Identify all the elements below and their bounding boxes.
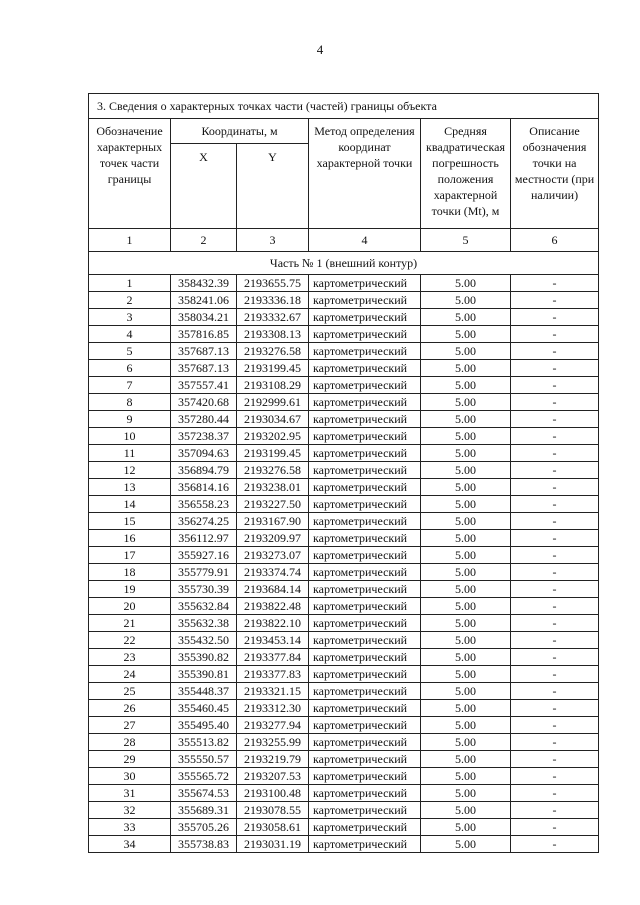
- points-body: [89, 275, 599, 853]
- description-cell: -: [511, 428, 599, 445]
- error-cell: 5.00: [421, 717, 511, 734]
- coord-x: 357687.13: [171, 360, 237, 377]
- error-cell: 5.00: [421, 819, 511, 836]
- header-error: Средняя квадратическая погрешность положения характерной точки (Mt), м: [421, 119, 511, 229]
- point-number: 21: [89, 615, 171, 632]
- error-cell: 5.00: [421, 802, 511, 819]
- error-cell: 5.00: [421, 581, 511, 598]
- description-cell: -: [511, 717, 599, 734]
- point-number: 29: [89, 751, 171, 768]
- coord-x: 355460.45: [171, 700, 237, 717]
- description-cell: -: [511, 802, 599, 819]
- table-row: [89, 666, 599, 683]
- table-row: [89, 785, 599, 802]
- table-row: [89, 479, 599, 496]
- description-cell: -: [511, 326, 599, 343]
- error-cell: 5.00: [421, 768, 511, 785]
- table-row: [89, 292, 599, 309]
- table-row: [89, 734, 599, 751]
- table-row: [89, 496, 599, 513]
- coord-y: 2193219.79: [237, 751, 309, 768]
- description-cell: -: [511, 479, 599, 496]
- error-cell: 5.00: [421, 326, 511, 343]
- error-cell: 5.00: [421, 428, 511, 445]
- coord-x: 357557.41: [171, 377, 237, 394]
- point-number: 18: [89, 564, 171, 581]
- error-cell: 5.00: [421, 479, 511, 496]
- method-cell: картометрический: [309, 768, 421, 785]
- table-row: [89, 326, 599, 343]
- coord-y: 2193255.99: [237, 734, 309, 751]
- point-number: 3: [89, 309, 171, 326]
- error-cell: 5.00: [421, 785, 511, 802]
- header-y: Y: [237, 144, 309, 229]
- point-number: 10: [89, 428, 171, 445]
- method-cell: картометрический: [309, 428, 421, 445]
- coord-y: 2193199.45: [237, 445, 309, 462]
- description-cell: -: [511, 547, 599, 564]
- description-cell: -: [511, 734, 599, 751]
- description-cell: -: [511, 530, 599, 547]
- method-cell: картометрический: [309, 496, 421, 513]
- table-row: [89, 819, 599, 836]
- method-cell: картометрический: [309, 309, 421, 326]
- coord-y: 2193336.18: [237, 292, 309, 309]
- coord-x: 355632.38: [171, 615, 237, 632]
- method-cell: картометрический: [309, 360, 421, 377]
- method-cell: картометрический: [309, 377, 421, 394]
- table-row: [89, 581, 599, 598]
- header-coordinates: Координаты, м: [171, 119, 309, 144]
- table-row: [89, 445, 599, 462]
- description-cell: -: [511, 666, 599, 683]
- description-cell: -: [511, 751, 599, 768]
- coord-x: 358432.39: [171, 275, 237, 292]
- column-number: 4: [309, 229, 421, 252]
- header-point-label: Обозначение характерных точек части границы: [89, 119, 171, 229]
- header-method: Метод определения координат характерной точки: [309, 119, 421, 229]
- column-number: 2: [171, 229, 237, 252]
- error-cell: 5.00: [421, 309, 511, 326]
- coord-y: 2193100.48: [237, 785, 309, 802]
- coord-x: 358034.21: [171, 309, 237, 326]
- table-row: [89, 802, 599, 819]
- coord-x: 355390.81: [171, 666, 237, 683]
- table-row: [89, 700, 599, 717]
- table-row: [89, 615, 599, 632]
- coord-y: 2193655.75: [237, 275, 309, 292]
- table-row: [89, 836, 599, 853]
- point-number: 20: [89, 598, 171, 615]
- column-number: 3: [237, 229, 309, 252]
- coord-x: 355705.26: [171, 819, 237, 836]
- point-number: 14: [89, 496, 171, 513]
- error-cell: 5.00: [421, 666, 511, 683]
- coord-y: 2193031.19: [237, 836, 309, 853]
- method-cell: картометрический: [309, 751, 421, 768]
- error-cell: 5.00: [421, 734, 511, 751]
- description-cell: -: [511, 309, 599, 326]
- method-cell: картометрический: [309, 513, 421, 530]
- method-cell: картометрический: [309, 462, 421, 479]
- method-cell: картометрический: [309, 394, 421, 411]
- error-cell: 5.00: [421, 564, 511, 581]
- coord-y: 2193276.58: [237, 343, 309, 360]
- point-number: 19: [89, 581, 171, 598]
- point-number: 9: [89, 411, 171, 428]
- method-cell: картометрический: [309, 700, 421, 717]
- point-number: 31: [89, 785, 171, 802]
- coord-x: 355550.57: [171, 751, 237, 768]
- header-description: Описание обозначения точки на местности (при наличии): [511, 119, 599, 229]
- coord-x: 357816.85: [171, 326, 237, 343]
- method-cell: картометрический: [309, 615, 421, 632]
- method-cell: картометрический: [309, 649, 421, 666]
- coord-y: 2193684.14: [237, 581, 309, 598]
- point-number: 13: [89, 479, 171, 496]
- coord-x: 355432.50: [171, 632, 237, 649]
- point-number: 27: [89, 717, 171, 734]
- coord-x: 358241.06: [171, 292, 237, 309]
- description-cell: -: [511, 683, 599, 700]
- point-number: 12: [89, 462, 171, 479]
- coord-y: 2193374.74: [237, 564, 309, 581]
- error-cell: 5.00: [421, 292, 511, 309]
- coord-y: 2193822.10: [237, 615, 309, 632]
- description-cell: -: [511, 615, 599, 632]
- boundary-points-table: [88, 93, 599, 853]
- table-row: [89, 598, 599, 615]
- method-cell: картометрический: [309, 581, 421, 598]
- table-row: [89, 768, 599, 785]
- method-cell: картометрический: [309, 292, 421, 309]
- coord-y: 2193308.13: [237, 326, 309, 343]
- method-cell: картометрический: [309, 632, 421, 649]
- table-row: [89, 343, 599, 360]
- method-cell: картометрический: [309, 666, 421, 683]
- description-cell: -: [511, 581, 599, 598]
- error-cell: 5.00: [421, 360, 511, 377]
- column-number: 6: [511, 229, 599, 252]
- point-number: 6: [89, 360, 171, 377]
- method-cell: картометрический: [309, 564, 421, 581]
- table-row: [89, 309, 599, 326]
- coord-y: 2193202.95: [237, 428, 309, 445]
- method-cell: картометрический: [309, 275, 421, 292]
- coord-y: 2193078.55: [237, 802, 309, 819]
- table-row: [89, 411, 599, 428]
- method-cell: картометрический: [309, 411, 421, 428]
- column-number-row: [89, 229, 599, 252]
- method-cell: картометрический: [309, 734, 421, 751]
- coord-y: 2193377.84: [237, 649, 309, 666]
- table-row: [89, 394, 599, 411]
- table-row: [89, 717, 599, 734]
- method-cell: картометрический: [309, 785, 421, 802]
- description-cell: -: [511, 360, 599, 377]
- method-cell: картометрический: [309, 343, 421, 360]
- method-cell: картометрический: [309, 598, 421, 615]
- point-number: 5: [89, 343, 171, 360]
- coord-y: 2193199.45: [237, 360, 309, 377]
- method-cell: картометрический: [309, 547, 421, 564]
- point-number: 15: [89, 513, 171, 530]
- description-cell: -: [511, 819, 599, 836]
- point-number: 22: [89, 632, 171, 649]
- description-cell: -: [511, 394, 599, 411]
- error-cell: 5.00: [421, 530, 511, 547]
- coord-x: 356894.79: [171, 462, 237, 479]
- coord-y: 2193312.30: [237, 700, 309, 717]
- error-cell: 5.00: [421, 275, 511, 292]
- description-cell: -: [511, 700, 599, 717]
- coord-x: 355730.39: [171, 581, 237, 598]
- point-number: 8: [89, 394, 171, 411]
- coord-x: 355495.40: [171, 717, 237, 734]
- method-cell: картометрический: [309, 530, 421, 547]
- coord-x: 357280.44: [171, 411, 237, 428]
- column-number: 5: [421, 229, 511, 252]
- coord-y: 2193277.94: [237, 717, 309, 734]
- description-cell: -: [511, 785, 599, 802]
- error-cell: 5.00: [421, 598, 511, 615]
- table-row: [89, 275, 599, 292]
- coord-x: 356274.25: [171, 513, 237, 530]
- coord-x: 355927.16: [171, 547, 237, 564]
- error-cell: 5.00: [421, 751, 511, 768]
- error-cell: 5.00: [421, 377, 511, 394]
- error-cell: 5.00: [421, 632, 511, 649]
- coord-y: 2193822.48: [237, 598, 309, 615]
- coord-x: 356814.16: [171, 479, 237, 496]
- method-cell: картометрический: [309, 445, 421, 462]
- point-number: 24: [89, 666, 171, 683]
- description-cell: -: [511, 649, 599, 666]
- coord-x: 355738.83: [171, 836, 237, 853]
- table-row: [89, 649, 599, 666]
- table-row: [89, 530, 599, 547]
- error-cell: 5.00: [421, 836, 511, 853]
- error-cell: 5.00: [421, 547, 511, 564]
- error-cell: 5.00: [421, 615, 511, 632]
- error-cell: 5.00: [421, 394, 511, 411]
- coord-y: 2193167.90: [237, 513, 309, 530]
- coord-x: 356112.97: [171, 530, 237, 547]
- point-number: 30: [89, 768, 171, 785]
- description-cell: -: [511, 462, 599, 479]
- coord-x: 357420.68: [171, 394, 237, 411]
- point-number: 11: [89, 445, 171, 462]
- description-cell: -: [511, 275, 599, 292]
- point-number: 25: [89, 683, 171, 700]
- table-row: [89, 751, 599, 768]
- coord-x: 357094.63: [171, 445, 237, 462]
- description-cell: -: [511, 564, 599, 581]
- point-number: 32: [89, 802, 171, 819]
- description-cell: -: [511, 632, 599, 649]
- error-cell: 5.00: [421, 411, 511, 428]
- coord-x: 355689.31: [171, 802, 237, 819]
- coord-y: 2193058.61: [237, 819, 309, 836]
- point-number: 23: [89, 649, 171, 666]
- table-row: [89, 360, 599, 377]
- coord-y: 2193209.97: [237, 530, 309, 547]
- point-number: 17: [89, 547, 171, 564]
- method-cell: картометрический: [309, 479, 421, 496]
- method-cell: картометрический: [309, 683, 421, 700]
- coord-y: 2193227.50: [237, 496, 309, 513]
- method-cell: картометрический: [309, 717, 421, 734]
- coord-y: 2193453.14: [237, 632, 309, 649]
- method-cell: картометрический: [309, 802, 421, 819]
- coord-y: 2193108.29: [237, 377, 309, 394]
- page-number: 4: [316, 42, 324, 57]
- error-cell: 5.00: [421, 445, 511, 462]
- table-row: [89, 377, 599, 394]
- table-row: [89, 632, 599, 649]
- description-cell: -: [511, 292, 599, 309]
- point-number: 1: [89, 275, 171, 292]
- coord-x: 356558.23: [171, 496, 237, 513]
- coord-y: 2192999.61: [237, 394, 309, 411]
- table-row: [89, 428, 599, 445]
- coord-y: 2193207.53: [237, 768, 309, 785]
- method-cell: картометрический: [309, 819, 421, 836]
- description-cell: -: [511, 377, 599, 394]
- method-cell: картометрический: [309, 326, 421, 343]
- table-row: [89, 683, 599, 700]
- section-title: 3. Сведения о характерных точках части (частей) границы объекта: [89, 94, 599, 119]
- method-cell: картометрический: [309, 836, 421, 853]
- coord-y: 2193034.67: [237, 411, 309, 428]
- error-cell: 5.00: [421, 496, 511, 513]
- description-cell: -: [511, 496, 599, 513]
- point-number: 7: [89, 377, 171, 394]
- column-number: 1: [89, 229, 171, 252]
- header-x: X: [171, 144, 237, 229]
- coord-x: 355632.84: [171, 598, 237, 615]
- coord-y: 2193273.07: [237, 547, 309, 564]
- coord-x: 355674.53: [171, 785, 237, 802]
- description-cell: -: [511, 411, 599, 428]
- coord-x: 355565.72: [171, 768, 237, 785]
- table-row: [89, 547, 599, 564]
- coord-x: 355448.37: [171, 683, 237, 700]
- coord-y: 2193321.15: [237, 683, 309, 700]
- description-cell: -: [511, 598, 599, 615]
- point-number: 4: [89, 326, 171, 343]
- point-number: 26: [89, 700, 171, 717]
- part-label: Часть № 1 (внешний контур): [89, 252, 599, 275]
- coord-y: 2193332.67: [237, 309, 309, 326]
- description-cell: -: [511, 836, 599, 853]
- description-cell: -: [511, 343, 599, 360]
- point-number: 2: [89, 292, 171, 309]
- error-cell: 5.00: [421, 700, 511, 717]
- point-number: 16: [89, 530, 171, 547]
- point-number: 28: [89, 734, 171, 751]
- table-row: [89, 564, 599, 581]
- error-cell: 5.00: [421, 462, 511, 479]
- coord-x: 355779.91: [171, 564, 237, 581]
- error-cell: 5.00: [421, 649, 511, 666]
- point-number: 33: [89, 819, 171, 836]
- table-row: [89, 513, 599, 530]
- error-cell: 5.00: [421, 343, 511, 360]
- coord-x: 357238.37: [171, 428, 237, 445]
- point-number: 34: [89, 836, 171, 853]
- coord-y: 2193238.01: [237, 479, 309, 496]
- description-cell: -: [511, 445, 599, 462]
- table-row: [89, 462, 599, 479]
- coord-x: 357687.13: [171, 343, 237, 360]
- description-cell: -: [511, 513, 599, 530]
- error-cell: 5.00: [421, 513, 511, 530]
- error-cell: 5.00: [421, 683, 511, 700]
- coord-y: 2193377.83: [237, 666, 309, 683]
- coord-x: 355513.82: [171, 734, 237, 751]
- coord-x: 355390.82: [171, 649, 237, 666]
- description-cell: -: [511, 768, 599, 785]
- coord-y: 2193276.58: [237, 462, 309, 479]
